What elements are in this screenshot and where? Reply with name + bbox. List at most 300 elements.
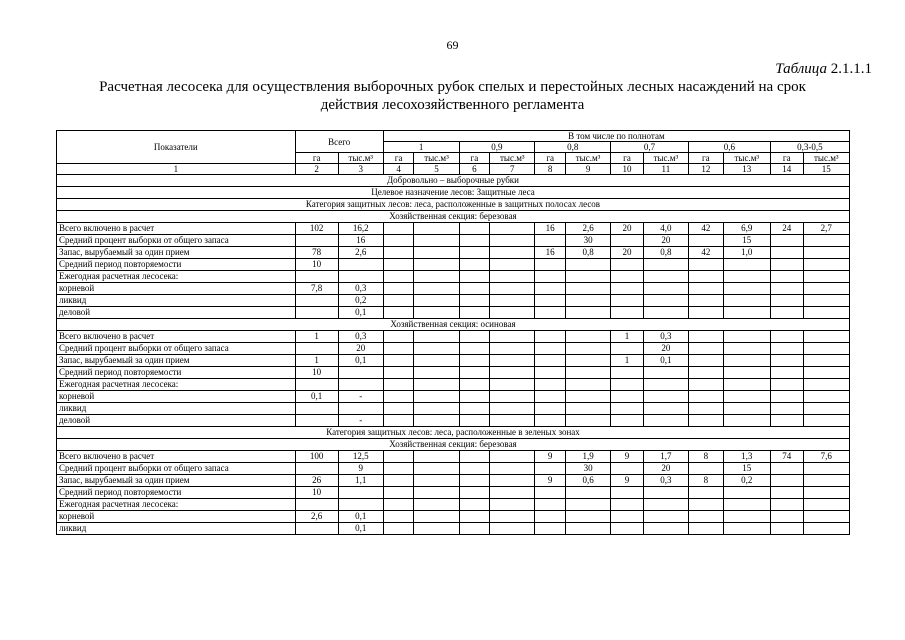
table-cell <box>383 331 414 343</box>
row-label: Ежегодная расчетная лесосека: <box>57 271 296 283</box>
table-cell <box>566 355 611 367</box>
table-cell <box>295 343 338 355</box>
table-cell <box>688 487 723 499</box>
table-cell <box>414 331 459 343</box>
column-number: 2 <box>295 164 338 175</box>
table-cell: 0,3 <box>643 331 688 343</box>
table-cell <box>611 235 644 247</box>
table-cell: 20 <box>643 235 688 247</box>
table-cell <box>338 367 383 379</box>
table-cell <box>723 487 770 499</box>
table-cell <box>611 511 644 523</box>
row-label: Средний процент выборки от общего запаса <box>57 235 296 247</box>
table-cell <box>723 415 770 427</box>
table-cell <box>723 511 770 523</box>
table-cell <box>459 511 490 523</box>
table-cell <box>535 307 566 319</box>
table-row <box>57 343 850 355</box>
table-cell <box>459 487 490 499</box>
table-cell <box>723 295 770 307</box>
table-row <box>57 487 850 499</box>
table-cell: 15 <box>723 463 770 475</box>
table-cell <box>383 283 414 295</box>
table-row <box>57 463 850 475</box>
table-cell <box>535 283 566 295</box>
table-cell: 10 <box>295 259 338 271</box>
table-cell <box>414 487 459 499</box>
column-number: 11 <box>643 164 688 175</box>
table-cell <box>770 367 803 379</box>
table-cell <box>459 523 490 535</box>
table-cell: 7,6 <box>803 451 849 463</box>
table-cell: 0,1 <box>643 355 688 367</box>
table-cell <box>803 283 849 295</box>
table-cell <box>414 511 459 523</box>
table-row <box>57 223 850 235</box>
table-cell <box>383 343 414 355</box>
table-cell <box>770 379 803 391</box>
table-cell <box>490 331 535 343</box>
table-cell <box>535 343 566 355</box>
table-cell <box>611 295 644 307</box>
table-cell <box>459 403 490 415</box>
table-cell: 7,8 <box>295 283 338 295</box>
table-cell <box>611 463 644 475</box>
table-cell <box>414 259 459 271</box>
table-cell <box>688 523 723 535</box>
table-cell <box>383 355 414 367</box>
section-heading: Добровольно – выборочные рубки <box>57 175 850 187</box>
table-cell <box>688 307 723 319</box>
table-cell <box>535 367 566 379</box>
row-label: Средний процент выборки от общего запаса <box>57 463 296 475</box>
table-cell <box>414 451 459 463</box>
section-heading: Категория защитных лесов: леса, расположенные в защитных полосах лесов <box>57 199 850 211</box>
table-cell <box>566 379 611 391</box>
table-cell: 9 <box>535 451 566 463</box>
table-cell <box>490 499 535 511</box>
table-cell <box>611 487 644 499</box>
table-cell: 42 <box>688 247 723 259</box>
row-label: ликвид <box>57 403 296 415</box>
table-cell <box>643 391 688 403</box>
table-cell <box>611 367 644 379</box>
row-label: Средний период повторяемости <box>57 259 296 271</box>
table-row <box>57 499 850 511</box>
unit-ha: га <box>770 153 803 164</box>
table-cell <box>459 235 490 247</box>
column-number: 14 <box>770 164 803 175</box>
unit-thous-m3: тыс.м³ <box>566 153 611 164</box>
table-cell <box>803 247 849 259</box>
table-cell: 20 <box>611 223 644 235</box>
table-cell <box>383 451 414 463</box>
table-cell: 16 <box>535 223 566 235</box>
table-cell <box>383 295 414 307</box>
table-cell <box>535 235 566 247</box>
table-cell <box>490 271 535 283</box>
table-cell: 1,7 <box>643 451 688 463</box>
table-cell <box>459 499 490 511</box>
table-cell <box>459 463 490 475</box>
table-cell <box>295 235 338 247</box>
table-cell <box>803 415 849 427</box>
table-row <box>57 475 850 487</box>
table-cell <box>459 415 490 427</box>
table-cell <box>490 235 535 247</box>
table-cell <box>490 355 535 367</box>
table-cell <box>535 511 566 523</box>
table-cell <box>643 367 688 379</box>
table-cell: 0,8 <box>566 247 611 259</box>
row-label: Всего включено в расчет <box>57 223 296 235</box>
table-cell <box>459 283 490 295</box>
table-cell <box>770 463 803 475</box>
table-cell <box>295 415 338 427</box>
table-cell <box>383 367 414 379</box>
table-cell <box>770 403 803 415</box>
table-cell: 20 <box>643 463 688 475</box>
table-cell <box>566 271 611 283</box>
row-label: корневой <box>57 283 296 295</box>
table-cell <box>338 499 383 511</box>
table-cell <box>770 307 803 319</box>
table-cell <box>338 379 383 391</box>
table-cell <box>770 259 803 271</box>
table-cell <box>803 463 849 475</box>
table-cell <box>688 355 723 367</box>
table-cell <box>770 523 803 535</box>
table-cell <box>490 343 535 355</box>
table-cell: 0,2 <box>723 475 770 487</box>
table-cell: 20 <box>338 343 383 355</box>
table-cell <box>535 355 566 367</box>
table-cell <box>803 487 849 499</box>
table-cell <box>383 403 414 415</box>
table-cell: 1,1 <box>338 475 383 487</box>
table-title <box>60 78 845 114</box>
table-cell: 24 <box>770 223 803 235</box>
title-line-1: Расчетная лесосека для осуществления выборочных рубок спелых и перестойных лесных насаждений на срок <box>99 79 806 95</box>
header-indicators: Показатели <box>57 131 296 164</box>
table-cell <box>803 343 849 355</box>
unit-ha: га <box>295 153 338 164</box>
table-row <box>57 403 850 415</box>
table-cell: 0,1 <box>295 391 338 403</box>
table-cell <box>611 271 644 283</box>
table-cell <box>643 523 688 535</box>
table-cell: 9 <box>338 463 383 475</box>
table-cell <box>459 259 490 271</box>
table-cell <box>295 499 338 511</box>
table-cell <box>803 403 849 415</box>
table-cell <box>383 391 414 403</box>
table-cell <box>383 223 414 235</box>
table-cell <box>414 271 459 283</box>
table-cell <box>803 523 849 535</box>
table-cell <box>566 511 611 523</box>
table-cell <box>566 499 611 511</box>
table-cell <box>688 403 723 415</box>
table-cell <box>688 367 723 379</box>
table-cell <box>770 415 803 427</box>
table-row <box>57 235 850 247</box>
row-label: Средний процент выборки от общего запаса <box>57 343 296 355</box>
table-row <box>57 355 850 367</box>
row-label: Всего включено в расчет <box>57 451 296 463</box>
table-cell <box>566 391 611 403</box>
header-total: Всего <box>295 131 383 153</box>
table-cell <box>383 379 414 391</box>
table-cell <box>770 331 803 343</box>
table-cell: 16,2 <box>338 223 383 235</box>
table-cell <box>688 295 723 307</box>
table-cell <box>295 379 338 391</box>
table-cell <box>459 475 490 487</box>
table-cell <box>338 487 383 499</box>
table-cell: 9 <box>611 451 644 463</box>
table-cell <box>383 415 414 427</box>
table-cell <box>803 259 849 271</box>
table-cell: 2,6 <box>338 247 383 259</box>
table-cell <box>803 499 849 511</box>
table-cell <box>688 259 723 271</box>
table-cell <box>490 487 535 499</box>
table-cell <box>688 511 723 523</box>
table-cell <box>643 379 688 391</box>
table-cell <box>566 415 611 427</box>
table-cell <box>643 415 688 427</box>
table-cell <box>535 295 566 307</box>
column-number: 9 <box>566 164 611 175</box>
table-cell <box>688 343 723 355</box>
unit-ha: га <box>535 153 566 164</box>
table-cell <box>770 391 803 403</box>
table-cell: 1,9 <box>566 451 611 463</box>
column-number: 1 <box>57 164 296 175</box>
table-cell: 0,1 <box>338 307 383 319</box>
table-cell <box>770 511 803 523</box>
density-header: 0,6 <box>688 142 770 153</box>
table-cell: 8 <box>688 475 723 487</box>
table-cell <box>295 523 338 535</box>
section-heading: Хозяйственная секция: березовая <box>57 211 850 223</box>
table-cell <box>295 403 338 415</box>
title-line-2: действия лесохозяйственного регламента <box>320 97 585 113</box>
table-cell: 2,6 <box>295 511 338 523</box>
table-cell: 20 <box>643 343 688 355</box>
table-cell <box>770 355 803 367</box>
table-cell <box>383 511 414 523</box>
table-cell <box>414 499 459 511</box>
table-cell <box>770 235 803 247</box>
row-label: Средний период повторяемости <box>57 487 296 499</box>
table-cell <box>723 523 770 535</box>
table-cell <box>723 331 770 343</box>
table-cell: 4,0 <box>643 223 688 235</box>
density-header: 0,3-0,5 <box>770 142 849 153</box>
table-cell <box>770 499 803 511</box>
table-cell: 100 <box>295 451 338 463</box>
table-cell <box>723 499 770 511</box>
table-cell <box>643 259 688 271</box>
table-cell <box>490 511 535 523</box>
table-cell: 6,9 <box>723 223 770 235</box>
table-cell <box>723 283 770 295</box>
column-number: 6 <box>459 164 490 175</box>
table-cell <box>295 271 338 283</box>
table-row <box>57 511 850 523</box>
table-cell <box>770 283 803 295</box>
table-cell <box>338 259 383 271</box>
unit-ha: га <box>383 153 414 164</box>
table-cell <box>723 307 770 319</box>
row-label: Запас, вырубаемый за один прием <box>57 355 296 367</box>
column-number: 15 <box>803 164 849 175</box>
table-cell <box>383 307 414 319</box>
table-cell <box>383 247 414 259</box>
table-cell <box>414 475 459 487</box>
table-cell <box>566 283 611 295</box>
table-cell <box>535 379 566 391</box>
table-cell <box>459 343 490 355</box>
section-heading: Хозяйственная секция: осиновая <box>57 319 850 331</box>
table-cell <box>611 391 644 403</box>
table-cell <box>566 403 611 415</box>
table-cell <box>295 463 338 475</box>
table-cell: 1 <box>611 355 644 367</box>
table-cell <box>459 295 490 307</box>
table-cell: 30 <box>566 235 611 247</box>
table-cell <box>611 307 644 319</box>
table-cell <box>803 355 849 367</box>
table-cell: 10 <box>295 487 338 499</box>
table-cell <box>383 499 414 511</box>
table-cell: 10 <box>295 367 338 379</box>
table-row <box>57 271 850 283</box>
table-cell <box>643 511 688 523</box>
table-cell <box>770 271 803 283</box>
table-header <box>57 131 850 175</box>
table-cell: 1 <box>295 355 338 367</box>
table-cell <box>535 415 566 427</box>
table-cell <box>459 247 490 259</box>
table-row <box>57 391 850 403</box>
table-cell <box>535 271 566 283</box>
table-cell <box>490 415 535 427</box>
table-row <box>57 247 850 259</box>
table-cell <box>688 271 723 283</box>
table-cell <box>803 235 849 247</box>
column-number: 13 <box>723 164 770 175</box>
table-cell: 42 <box>688 223 723 235</box>
table-body <box>57 175 850 535</box>
table-cell <box>459 451 490 463</box>
unit-ha: га <box>688 153 723 164</box>
table-cell: 1,0 <box>723 247 770 259</box>
table-cell <box>611 283 644 295</box>
table-cell <box>611 379 644 391</box>
table-cell <box>688 463 723 475</box>
table-cell <box>688 379 723 391</box>
column-number: 7 <box>490 164 535 175</box>
table-cell: 12,5 <box>338 451 383 463</box>
table-cell <box>414 379 459 391</box>
table-cell <box>459 379 490 391</box>
table-cell: 30 <box>566 463 611 475</box>
table-cell: - <box>338 415 383 427</box>
row-label: Всего включено в расчет <box>57 331 296 343</box>
table-cell <box>459 223 490 235</box>
table-cell <box>414 295 459 307</box>
table-cell: 16 <box>535 247 566 259</box>
table-cell: 16 <box>338 235 383 247</box>
table-row <box>57 379 850 391</box>
table-cell <box>611 523 644 535</box>
table-cell <box>490 451 535 463</box>
table-cell <box>383 463 414 475</box>
row-label: ликвид <box>57 523 296 535</box>
section-row <box>57 427 850 439</box>
table-label-number: 2.1.1.1 <box>830 61 872 77</box>
table-cell <box>383 259 414 271</box>
table-cell <box>383 271 414 283</box>
table-cell <box>566 487 611 499</box>
table-cell <box>490 523 535 535</box>
table-label-word: Таблица <box>775 61 827 77</box>
row-label: деловой <box>57 307 296 319</box>
table-cell: 0,3 <box>338 331 383 343</box>
table-row <box>57 367 850 379</box>
table-cell <box>535 523 566 535</box>
table-cell: 9 <box>535 475 566 487</box>
table-cell <box>414 463 459 475</box>
table-cell <box>490 463 535 475</box>
table-cell <box>414 343 459 355</box>
table-cell <box>723 403 770 415</box>
table-cell <box>535 463 566 475</box>
table-cell <box>383 523 414 535</box>
table-cell <box>566 523 611 535</box>
table-cell <box>566 331 611 343</box>
section-row <box>57 319 850 331</box>
table-cell <box>490 367 535 379</box>
table-cell <box>611 499 644 511</box>
table-cell <box>643 283 688 295</box>
column-number: 4 <box>383 164 414 175</box>
table-cell <box>803 379 849 391</box>
table-cell <box>459 271 490 283</box>
table-cell <box>535 259 566 271</box>
table-cell: 26 <box>295 475 338 487</box>
table-cell <box>611 343 644 355</box>
section-row <box>57 187 850 199</box>
table-cell <box>414 403 459 415</box>
table-cell <box>414 223 459 235</box>
table-row <box>57 523 850 535</box>
table-cell <box>643 499 688 511</box>
table-label <box>775 61 872 78</box>
unit-ha: га <box>459 153 490 164</box>
table-cell <box>414 355 459 367</box>
row-label: корневой <box>57 511 296 523</box>
table-cell <box>803 367 849 379</box>
table-cell <box>535 487 566 499</box>
table-cell <box>459 367 490 379</box>
unit-thous-m3: тыс.м³ <box>803 153 849 164</box>
column-number: 5 <box>414 164 459 175</box>
table-cell <box>803 391 849 403</box>
